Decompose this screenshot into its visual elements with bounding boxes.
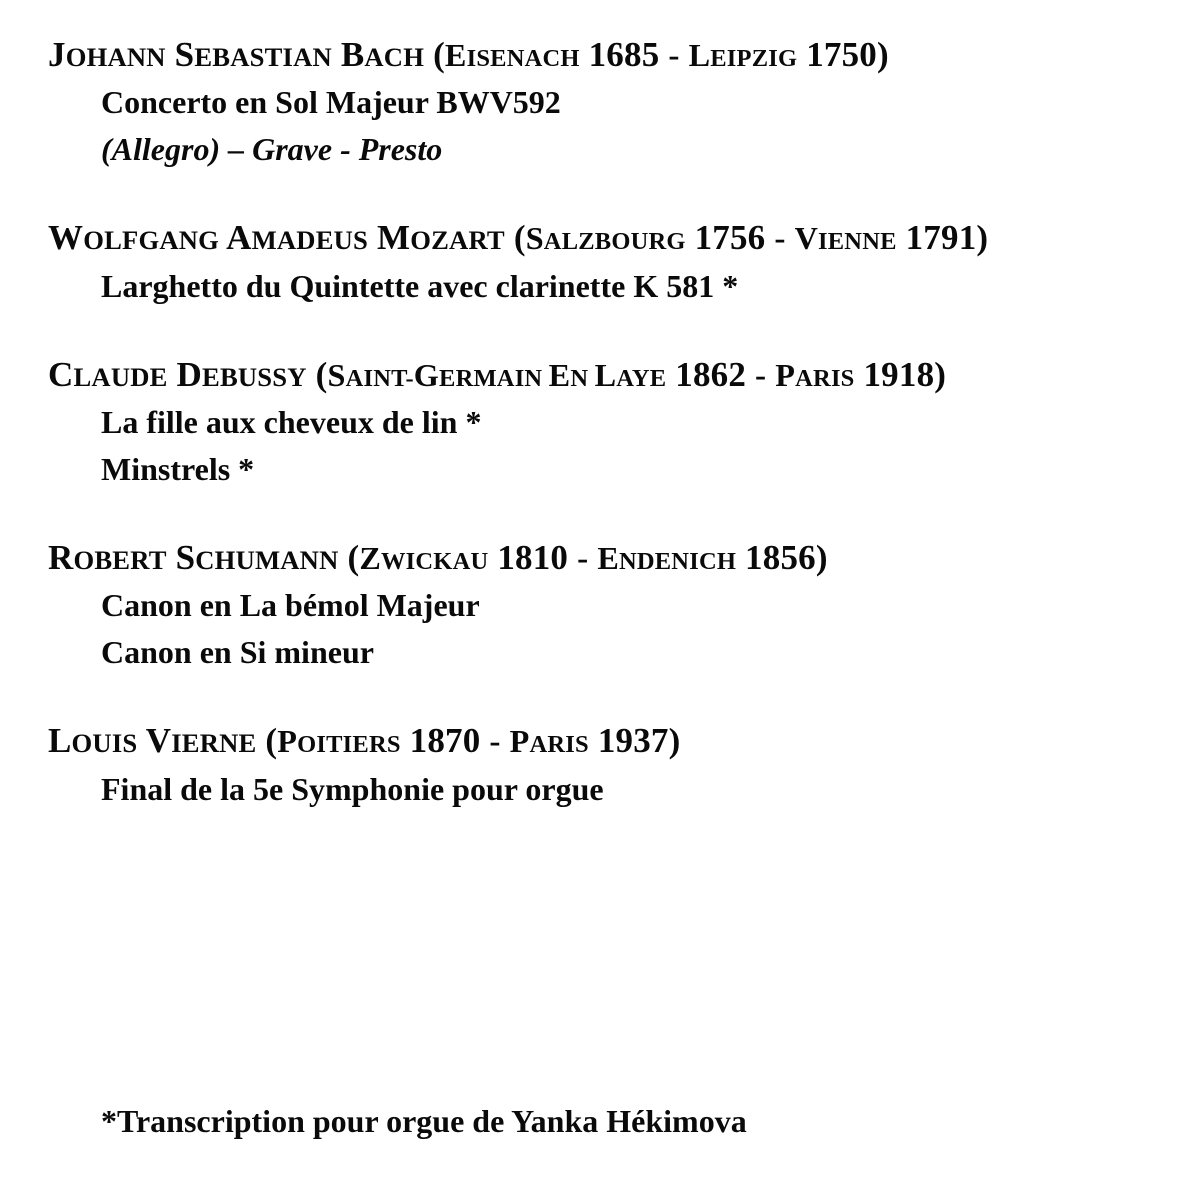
close-paren: ) bbox=[668, 721, 681, 761]
work-title: Larghetto du Quintette avec clarinette K 581 * bbox=[101, 267, 739, 304]
birth-year: 1810 bbox=[497, 538, 569, 578]
program-entry bbox=[48, 537, 1150, 676]
birth-year: 1862 bbox=[675, 354, 747, 394]
work-list bbox=[48, 263, 1150, 310]
work-list bbox=[48, 582, 1150, 676]
death-year: 1856 bbox=[745, 538, 816, 578]
birth-year: 1685 bbox=[588, 35, 660, 74]
work-title: La fille aux cheveux de lin * bbox=[101, 403, 482, 440]
program-entry bbox=[48, 720, 1150, 812]
work-title: Canon en Si mineur bbox=[101, 634, 374, 671]
work-list bbox=[48, 766, 1150, 813]
open-paren: ( bbox=[315, 354, 328, 394]
date-separator: - bbox=[774, 220, 786, 258]
work-title: Final de la 5e Symphonie pour orgue bbox=[101, 770, 604, 807]
open-paren: ( bbox=[433, 35, 445, 74]
work-title: (Allegro) – Grave - Presto bbox=[101, 131, 443, 168]
birth-year: 1756 bbox=[694, 218, 766, 258]
program-entry bbox=[48, 34, 1150, 173]
open-paren: ( bbox=[513, 218, 526, 258]
composer-line: ROBERT SCHUMANN (ZWICKAU 1810 - ENDENICH 1856) bbox=[48, 538, 828, 578]
close-paren: ) bbox=[934, 354, 947, 394]
work-title: Minstrels * bbox=[101, 451, 255, 488]
close-paren: ) bbox=[976, 218, 989, 258]
program-entry bbox=[48, 217, 1150, 309]
work-list bbox=[48, 399, 1150, 493]
composer-line: JOHANN SEBASTIAN BACH (EISENACH 1685 - LEIPZIG 1750) bbox=[48, 35, 889, 74]
date-separator: - bbox=[668, 37, 680, 74]
date-separator: - bbox=[755, 356, 767, 394]
program-entry bbox=[48, 354, 1150, 493]
work-list bbox=[48, 79, 1150, 173]
death-year: 1937 bbox=[597, 721, 669, 761]
death-year: 1750 bbox=[806, 35, 878, 74]
date-separator: - bbox=[577, 540, 589, 578]
work-title: Concerto en Sol Majeur BWV592 bbox=[101, 84, 561, 121]
open-paren: ( bbox=[347, 538, 360, 578]
close-paren: ) bbox=[877, 35, 889, 74]
footnote: *Transcription pour orgue de Yanka Hékimova bbox=[101, 1103, 747, 1139]
death-year: 1791 bbox=[905, 218, 977, 258]
composer-line: CLAUDE DEBUSSY (SAINT-GERMAIN EN LAYE 1862 - PARIS 1918) bbox=[48, 354, 947, 394]
composer-line: WOLFGANG AMADEUS MOZART (SALZBOURG 1756 - VIENNE 1791) bbox=[48, 218, 989, 258]
composer-line: LOUIS VIERNE (POITIERS 1870 - PARIS 1937) bbox=[48, 721, 681, 761]
birth-year: 1870 bbox=[409, 721, 481, 761]
close-paren: ) bbox=[815, 538, 828, 578]
date-separator: - bbox=[489, 723, 501, 761]
open-paren: ( bbox=[265, 721, 278, 761]
work-title: Canon en La bémol Majeur bbox=[101, 587, 480, 624]
death-year: 1918 bbox=[863, 354, 935, 394]
